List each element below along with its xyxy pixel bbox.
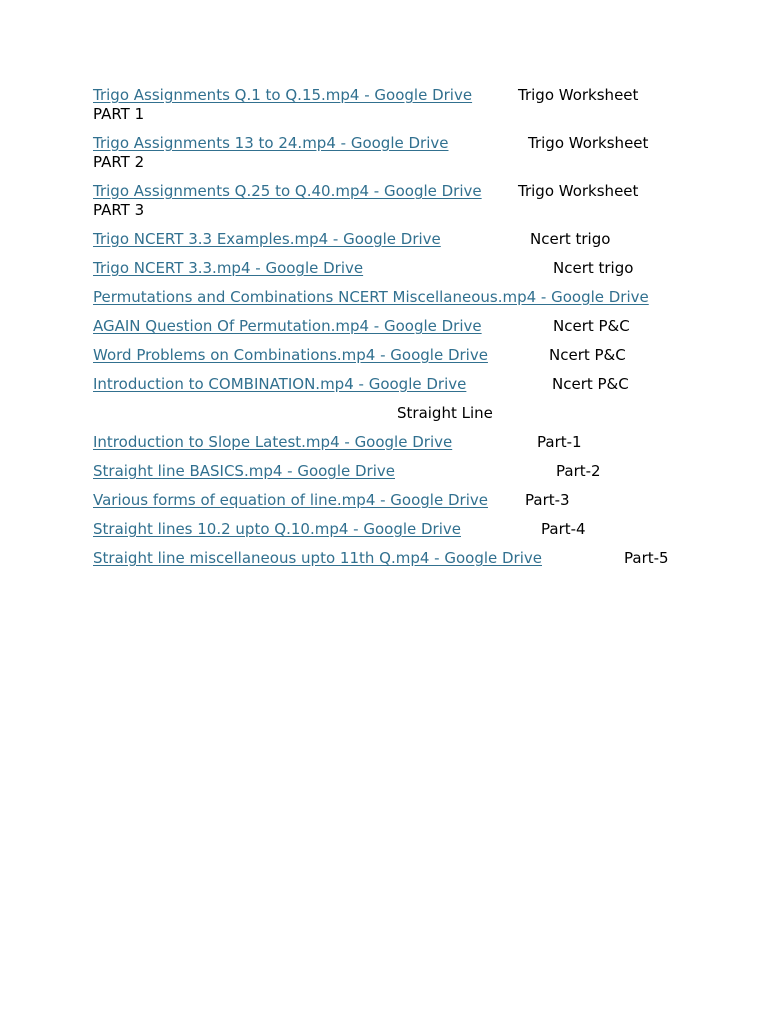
list-item [93,86,693,124]
link-label: Part-1 [537,433,582,451]
drive-link[interactable]: Straight line BASICS.mp4 - Google Drive [93,462,395,480]
link-label: Ncert P&C [549,346,626,364]
link-label: Part-5 [624,549,669,567]
drive-link[interactable]: Trigo Assignments Q.25 to Q.40.mp4 - Google Drive [93,182,482,200]
list-item [93,230,693,249]
list-item [93,375,693,394]
link-label: Ncert trigo [553,259,634,277]
link-label: Ncert trigo [530,230,611,248]
drive-link[interactable]: AGAIN Question Of Permutation.mp4 - Google Drive [93,317,482,335]
link-label-continued: PART 2 [93,153,145,171]
link-label: Ncert P&C [553,317,630,335]
link-label: Trigo Worksheet [528,134,649,152]
link-label: Ncert P&C [552,375,629,393]
drive-link[interactable]: Trigo Assignments Q.1 to Q.15.mp4 - Google Drive [93,86,473,104]
link-label-continued: PART 3 [93,201,145,219]
list-item [93,346,693,365]
list-item [93,491,693,510]
link-label: Part-2 [556,462,601,480]
drive-link[interactable]: Straight line miscellaneous upto 11th Q.mp4 - Google Drive [93,549,542,567]
drive-link[interactable]: Trigo Assignments 13 to 24.mp4 - Google Drive [93,134,449,152]
section-heading [93,404,693,423]
drive-link[interactable]: Word Problems on Combinations.mp4 - Google Drive [93,346,488,364]
link-label: Part-3 [525,491,570,509]
list-item [93,259,693,278]
list-item [93,549,693,568]
drive-link[interactable]: Straight lines 10.2 upto Q.10.mp4 - Google Drive [93,520,461,538]
drive-link[interactable]: Introduction to Slope Latest.mp4 - Google Drive [93,433,453,451]
drive-link[interactable]: Trigo NCERT 3.3.mp4 - Google Drive [93,259,364,277]
drive-link[interactable]: Permutations and Combinations NCERT Miscellaneous.mp4 - Google Drive [93,288,649,306]
list-item [93,433,693,452]
link-label: Part-4 [541,520,586,538]
list-item [93,520,693,539]
document-body [93,86,693,578]
link-label: Trigo Worksheet [518,182,639,200]
list-item [93,288,693,307]
section-heading-text: Straight Line [397,404,493,422]
list-item [93,317,693,336]
list-item [93,462,693,481]
link-label: Trigo Worksheet [518,86,639,104]
drive-link[interactable]: Various forms of equation of line.mp4 - Google Drive [93,491,488,509]
drive-link[interactable]: Trigo NCERT 3.3 Examples.mp4 - Google Drive [93,230,441,248]
link-label-continued: PART 1 [93,105,145,123]
list-item [93,182,693,220]
drive-link[interactable]: Introduction to COMBINATION.mp4 - Google Drive [93,375,467,393]
list-item [93,134,693,172]
